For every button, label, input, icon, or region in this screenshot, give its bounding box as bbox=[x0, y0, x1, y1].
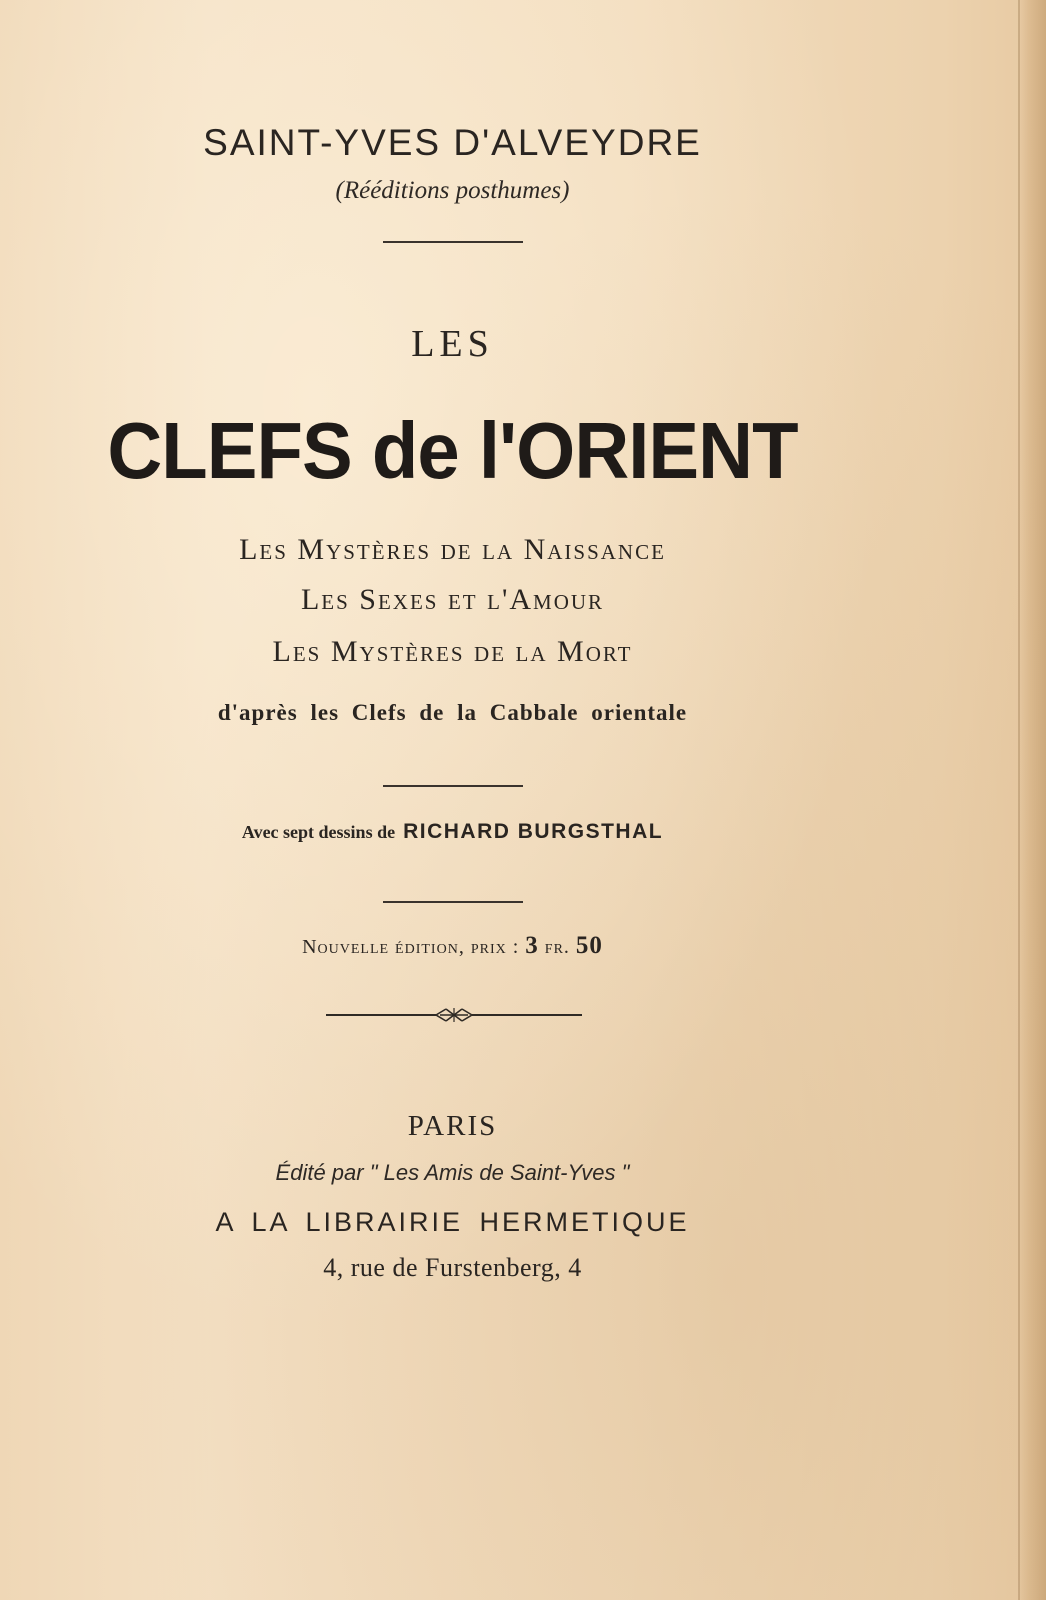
author-name: SAINT-YVES D'ALVEYDRE bbox=[203, 122, 702, 163]
divider-rule-1 bbox=[383, 241, 523, 243]
subtitle-naissance: Les Mystères de la Naissance bbox=[239, 533, 666, 566]
divider-rule-3 bbox=[383, 901, 523, 903]
bookshop-name: A LA LIBRAIRIE HERMETIQUE bbox=[215, 1207, 690, 1237]
edition-price bbox=[0, 932, 905, 960]
edited-by: Édité par " Les Amis de Saint-Yves " bbox=[275, 1160, 630, 1185]
subtitle-sexes-amour: Les Sexes et l'Amour bbox=[300, 583, 605, 616]
subtitle-mort: Les Mystères de la Mort bbox=[272, 635, 633, 668]
illustrator-name: RICHARD BURGSTHAL bbox=[403, 820, 664, 843]
main-title: CLEFS de l'ORIENT bbox=[107, 406, 798, 495]
ornament-divider-icon bbox=[326, 1003, 582, 1027]
page-edge-shadow bbox=[1018, 0, 1046, 1600]
publisher-city: PARIS bbox=[407, 1110, 498, 1142]
price-unit: fr. bbox=[544, 936, 570, 958]
divider-rule-2 bbox=[383, 785, 523, 787]
publisher-address: 4, rue de Furstenberg, 4 bbox=[323, 1253, 582, 1282]
edition-label: Nouvelle édition, prix : bbox=[302, 936, 520, 958]
page-edge-fold bbox=[1018, 0, 1020, 1600]
price-cents: 50 bbox=[575, 932, 603, 959]
illustrations-prefix: Avec sept dessins de bbox=[241, 822, 396, 842]
reeditions-note: (Rééditions posthumes) bbox=[335, 177, 570, 204]
price-francs: 3 bbox=[525, 932, 539, 959]
cabbale-line: d'après les Clefs de la Cabbale orientale bbox=[217, 700, 688, 725]
title-prefix: LES bbox=[411, 323, 494, 365]
illustrations-credit bbox=[0, 820, 905, 844]
